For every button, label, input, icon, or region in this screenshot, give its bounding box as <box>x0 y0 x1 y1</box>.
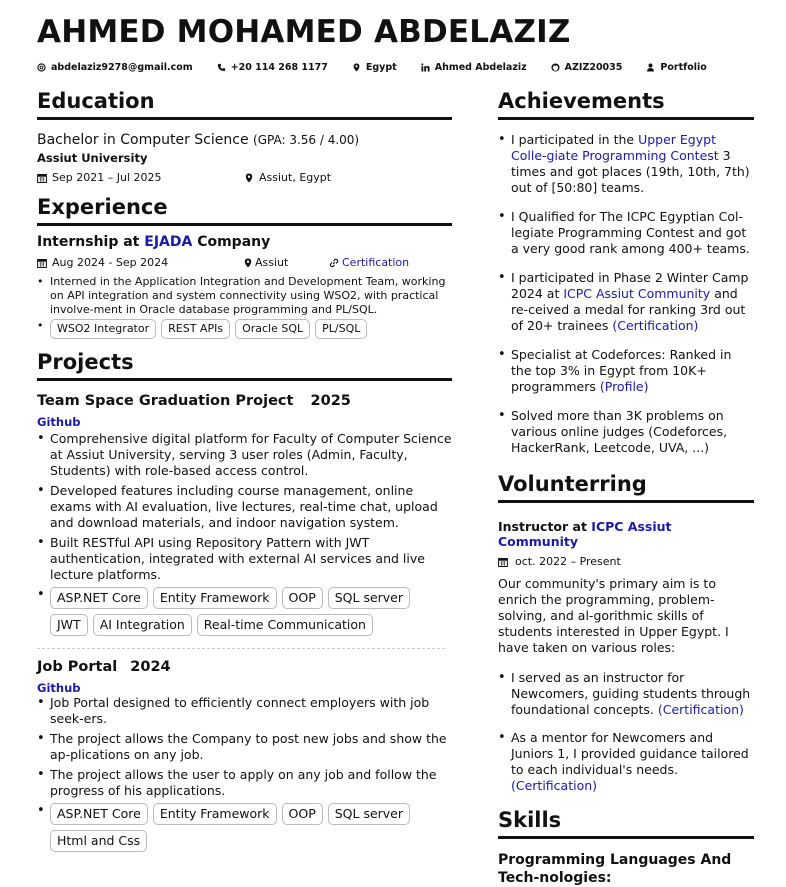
linkedin-icon <box>421 63 430 72</box>
tag: • WSO2 Integrator <box>50 319 156 339</box>
education-degree <box>37 132 452 148</box>
contact-portfolio-text: Portfolio <box>660 62 707 73</box>
experience-dates-text: Aug 2024 - Sep 2024 <box>52 256 169 269</box>
list-item: • Job Portal designed to efficiently connect employers with job seek-ers. <box>50 695 452 727</box>
tag: OOP <box>282 803 323 825</box>
role-prefix: Instructor at <box>498 519 587 534</box>
tag: • ASP.NET Core <box>50 587 148 609</box>
role-suffix: Company <box>197 234 271 250</box>
location-pin-icon <box>243 258 253 268</box>
contact-email[interactable] <box>37 62 193 73</box>
education-dates <box>37 171 244 184</box>
achievement-text: I participated in Phase 2 Winter Camp 2024 at <box>511 270 749 301</box>
github-icon <box>551 63 560 72</box>
contact-location <box>352 62 397 73</box>
certification-link[interactable]: Certification <box>342 256 410 269</box>
project-name: Job Portal <box>37 659 118 675</box>
education-meta <box>37 171 452 184</box>
tag: JWT <box>50 614 88 636</box>
list-item <box>50 319 452 339</box>
volunteering-heading: Volunterring <box>498 469 754 503</box>
achievements-list <box>498 132 754 456</box>
list-item <box>511 347 754 395</box>
achievement-text: I participated in the <box>511 132 635 147</box>
volunteering-text: As a mentor for Newcomers and Juniors 1, I provided guidance tailored to each individual's needs. <box>511 730 749 777</box>
education-heading: Education <box>37 86 452 120</box>
tag: SQL server <box>328 587 410 609</box>
project-name: Team Space Graduation Project <box>37 393 294 409</box>
contact-portfolio[interactable] <box>646 62 706 73</box>
location-pin-icon <box>244 173 254 183</box>
achievement-text: 3 times and got places (19th, 10th, 7th) out of [50:80] teams. <box>511 148 750 195</box>
volunteering-role <box>498 519 754 549</box>
list-item: • The project allows the Company to post new jobs and show the ap-plications on any job. <box>50 731 452 763</box>
tag: Entity Framework <box>153 803 277 825</box>
tag: REST APIs <box>161 319 230 339</box>
experience-location <box>243 256 329 269</box>
volunteering-text: I served as an instructor for Newcomers, guiding students through foundational concepts. <box>511 670 751 717</box>
contact-phone-text: +20 114 268 1177 <box>230 62 328 73</box>
contact-github[interactable] <box>551 62 623 73</box>
volunteering-dates <box>498 555 754 568</box>
calendar-icon <box>37 258 47 268</box>
certification-link[interactable]: (Certification) <box>612 318 699 333</box>
list-item: • The project allows the user to apply on any job and follow the progress of his applications. <box>50 767 452 799</box>
experience-role <box>37 234 452 250</box>
degree-gpa: (GPA: 3.56 / 4.00) <box>253 133 360 147</box>
resume-name: AHMED MOHAMED ABDELAZIZ <box>37 14 571 50</box>
list-item: • I Qualified for The ICPC Egyptian Col-legiate Programming Contest and got a very good rank among 400+ teams. <box>511 209 754 257</box>
certification-link[interactable]: (Certification) <box>511 778 598 793</box>
contact-phone[interactable] <box>217 62 328 73</box>
tag: SQL server <box>328 803 410 825</box>
achievement-text: and re-ceived a medal for ranking 3rd out of 20+ trainees <box>511 286 746 333</box>
volunteering-dates-text: oct. 2022 – Present <box>515 555 621 568</box>
contact-github-text: AZIZ20035 <box>564 62 623 73</box>
contact-linkedin-text: Ahmed Abdelaziz <box>434 62 527 73</box>
experience-heading: Experience <box>37 192 452 226</box>
projects-heading: Projects <box>37 347 452 381</box>
profile-link[interactable]: (Profile) <box>599 379 649 394</box>
project-tags <box>50 803 510 852</box>
education-dates-text: Sep 2021 – Jul 2025 <box>52 171 162 184</box>
achievement-text: Specialist at Codeforces: Ranked in the top 3% in Egypt from 10K+ programmers <box>511 347 732 394</box>
tag: Real-time Communication <box>197 614 373 636</box>
project-title <box>37 659 452 675</box>
degree-name: Bachelor in Computer Science <box>37 132 249 148</box>
tag: PL/SQL <box>315 319 367 339</box>
experience-meta <box>37 256 452 269</box>
list-item <box>50 803 452 852</box>
community-link[interactable]: ICPC Assiut Community <box>498 519 672 549</box>
project-year: 2025 <box>310 393 351 409</box>
contact-email-text: abdelaziz9278@gmail.com <box>51 62 193 73</box>
tag: • ASP.NET Core <box>50 803 148 825</box>
certification-link[interactable]: (Certification) <box>657 702 744 717</box>
list-item: • Solved more than 3K problems on various online judges (Codeforces, HackerRank, Leetcode, UVA, ...) <box>511 408 754 456</box>
calendar-icon <box>498 557 508 567</box>
link-icon <box>329 258 339 268</box>
project-bullets <box>37 695 452 852</box>
project-github-link[interactable]: Github <box>37 415 81 429</box>
experience-bullets <box>37 275 452 339</box>
project-divider <box>37 648 445 649</box>
contact-bar <box>37 62 731 73</box>
list-item: • Interned in the Application Integration and Development Team, working on API integration and system connectivity using WSO2, with practical involve-ment in Oracle database programming and PL/SQL. <box>50 275 452 317</box>
education-location <box>244 171 331 184</box>
volunteering-list <box>498 670 754 794</box>
skills-subheading: Programming Languages And Tech-nologies: <box>498 852 732 886</box>
project-title <box>37 393 452 409</box>
project-tags <box>50 587 452 636</box>
community-link[interactable]: ICPC Assiut Community <box>563 286 711 301</box>
right-column <box>498 86 754 887</box>
contact-location-text: Egypt <box>365 62 397 73</box>
education-university: Assiut University <box>37 151 148 165</box>
tag: OOP <box>282 587 323 609</box>
user-icon <box>646 63 655 72</box>
phone-icon <box>217 63 226 72</box>
list-item <box>511 132 754 196</box>
list-item: • Built RESTful API using Repository Pattern with JWT authentication, integrated with external AI services and live lecture platforms. <box>50 535 452 583</box>
contact-linkedin[interactable] <box>421 62 527 73</box>
education-location-text: Assiut, Egypt <box>259 171 332 184</box>
left-column <box>37 86 452 856</box>
list-item: • Comprehensive digital platform for Faculty of Computer Science at Assiut University, serving 3 user roles (Admin, Faculty, Students) with role-based access control. <box>50 431 452 479</box>
list-item <box>50 587 452 636</box>
list-item <box>511 730 754 794</box>
list-item <box>511 270 754 334</box>
experience-location-text: Assiut <box>255 256 289 269</box>
experience-dates <box>37 256 243 269</box>
tag: Entity Framework <box>153 587 277 609</box>
experience-tags <box>50 319 452 339</box>
role-prefix: Internship at <box>37 234 140 250</box>
company-link[interactable]: EJADA <box>144 234 193 250</box>
achievements-heading: Achievements <box>498 86 754 120</box>
project-bullets <box>37 431 452 636</box>
experience-certification[interactable] <box>329 256 409 269</box>
location-pin-icon <box>352 63 361 72</box>
volunteering-description: Our community's primary aim is to enrich the programming, problem-solving, and al-gorithmic skills of students interested in Upper Egypt. I have taken on various roles: <box>498 576 729 655</box>
list-item <box>511 670 754 718</box>
contest-link[interactable]: Upper Egypt Colle-giate Programming Contest <box>511 132 719 163</box>
tag: AI Integration <box>93 614 192 636</box>
project-github-link[interactable]: Github <box>37 681 81 695</box>
at-icon <box>37 63 46 72</box>
project-year: 2024 <box>130 659 171 675</box>
skills-heading: Skills <box>498 805 754 839</box>
list-item: • Developed features including course management, online exams with AI evaluation, live lectures, real-time chat, upload and download materials, and indoor navigation system. <box>50 483 452 531</box>
tag: Oracle SQL <box>235 319 310 339</box>
calendar-icon <box>37 173 47 183</box>
tag: Html and Css <box>50 830 147 852</box>
